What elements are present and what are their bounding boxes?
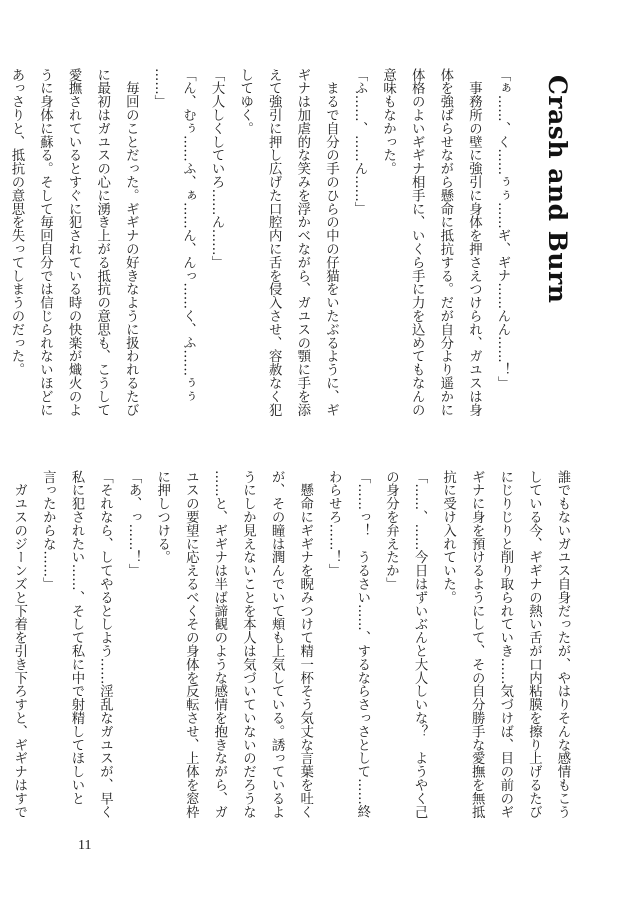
text-line: が、その瞳は潤んでいて頬も上気している。誘っているよ bbox=[269, 470, 285, 819]
text-line: 事務所の壁に強引に身体を押さえつけられ、ガユスは身 bbox=[466, 68, 482, 417]
text-line: ユスの要望に応えるべくその身体を反転させ、上体を窓枠 bbox=[183, 470, 199, 819]
text-line: 「ふ……、……ん……」 bbox=[352, 68, 368, 216]
text-line: 「ん、むぅ……ふ、ぁ……ん、んっ……く、ふ……ぅぅ bbox=[180, 68, 196, 403]
text-line: ギナは加虐的な笑みを浮かべながら、ガユスの顎に手を添 bbox=[294, 68, 310, 417]
text-line: 「あ、っ……！」 bbox=[126, 470, 142, 578]
text-line: 誰でもないガユス自身だったが、やはりそんな感情もこう bbox=[555, 470, 570, 819]
text-line: 体を強ばらせながら懸命に抵抗する。だが自分より遥かに bbox=[437, 68, 453, 417]
text-line: に最初はガユスの心に湧き上がる抵抗の意思も、こうして bbox=[94, 68, 110, 417]
text-line: にじりじりと削り取られていき……気づけば、目の前のギ bbox=[497, 470, 513, 819]
text-line: 「ぁ……、く……ぅぅ……ギ、ギナ……んん……！」 bbox=[495, 68, 510, 390]
text-line: に押しつける。 bbox=[154, 470, 170, 564]
text-line: 意味もなかった。 bbox=[380, 68, 396, 176]
text-line: 私に犯されたい……、そして私に中で射精してほしいと bbox=[68, 470, 84, 805]
text-line: 「大人しくしていろ……ん……」 bbox=[209, 68, 225, 269]
text-line: 「……っ！ うるさい……、するならさっさとして……終 bbox=[354, 470, 370, 819]
text-line: 懸命にギギナを睨みつけて精一杯そう気丈な言葉を吐く bbox=[297, 470, 313, 819]
chapter-title: Crash and Burn bbox=[543, 75, 572, 304]
lower-text-block bbox=[11, 470, 576, 858]
text-line: うにしか見えないことを本人は気づいていないのだろうな bbox=[240, 470, 256, 819]
text-line: 言ったからな……」 bbox=[40, 470, 56, 591]
text-line: してゆく。 bbox=[237, 68, 253, 135]
text-line: あっさりと、抵抗の意思を失ってしまうのだった。 bbox=[8, 68, 24, 377]
text-line: ……」 bbox=[151, 68, 167, 109]
text-line: うに身体に蘇る。そして毎回自分では信じられないほどに bbox=[37, 68, 53, 417]
text-line: ギナに身を預けるようにして、その自分勝手な愛撫を無抵 bbox=[469, 470, 485, 819]
page-number: 11 bbox=[78, 838, 92, 853]
upper-text-block bbox=[8, 68, 516, 456]
text-line: 「……、……今日はずいぶんと大人しいな？ ようやく己 bbox=[412, 470, 428, 819]
text-line: 抗に受け入れていた。 bbox=[440, 470, 456, 604]
text-line: 体格のよいギギナ相手に、いくら手に力を込めてもなんの bbox=[409, 68, 425, 417]
text-line: の身分を弁えたか」 bbox=[383, 470, 399, 591]
text-line: 愛撫されているとすぐに犯されている時の快楽が熾火のよ bbox=[66, 68, 82, 417]
text-line: まるで自分の手のひらの中の仔猫をいたぶるように、ギ bbox=[323, 68, 339, 417]
text-line: えて強引に押し広げた口腔内に舌を侵入させ、容赦なく犯 bbox=[266, 68, 282, 417]
text-line: ……と、ギギナは半ば諦観のような感情を抱きながら、ガ bbox=[211, 470, 227, 819]
text-line: 毎回のことだった。ギギナの好きなように扱われるたび bbox=[123, 68, 139, 417]
text-line: している今、ギギナの熱い舌が口内粘膜を擦り上げるたび bbox=[526, 470, 542, 819]
text-line: 「それなら、してやるとしよう……淫乱なガユスが、早く bbox=[97, 470, 113, 819]
text-line bbox=[0, 470, 4, 858]
text-line: わらせろ……！」 bbox=[326, 470, 342, 578]
text-line: ガユスのジーンズと下着を引き下ろすと、ギギナはすで bbox=[11, 470, 27, 819]
